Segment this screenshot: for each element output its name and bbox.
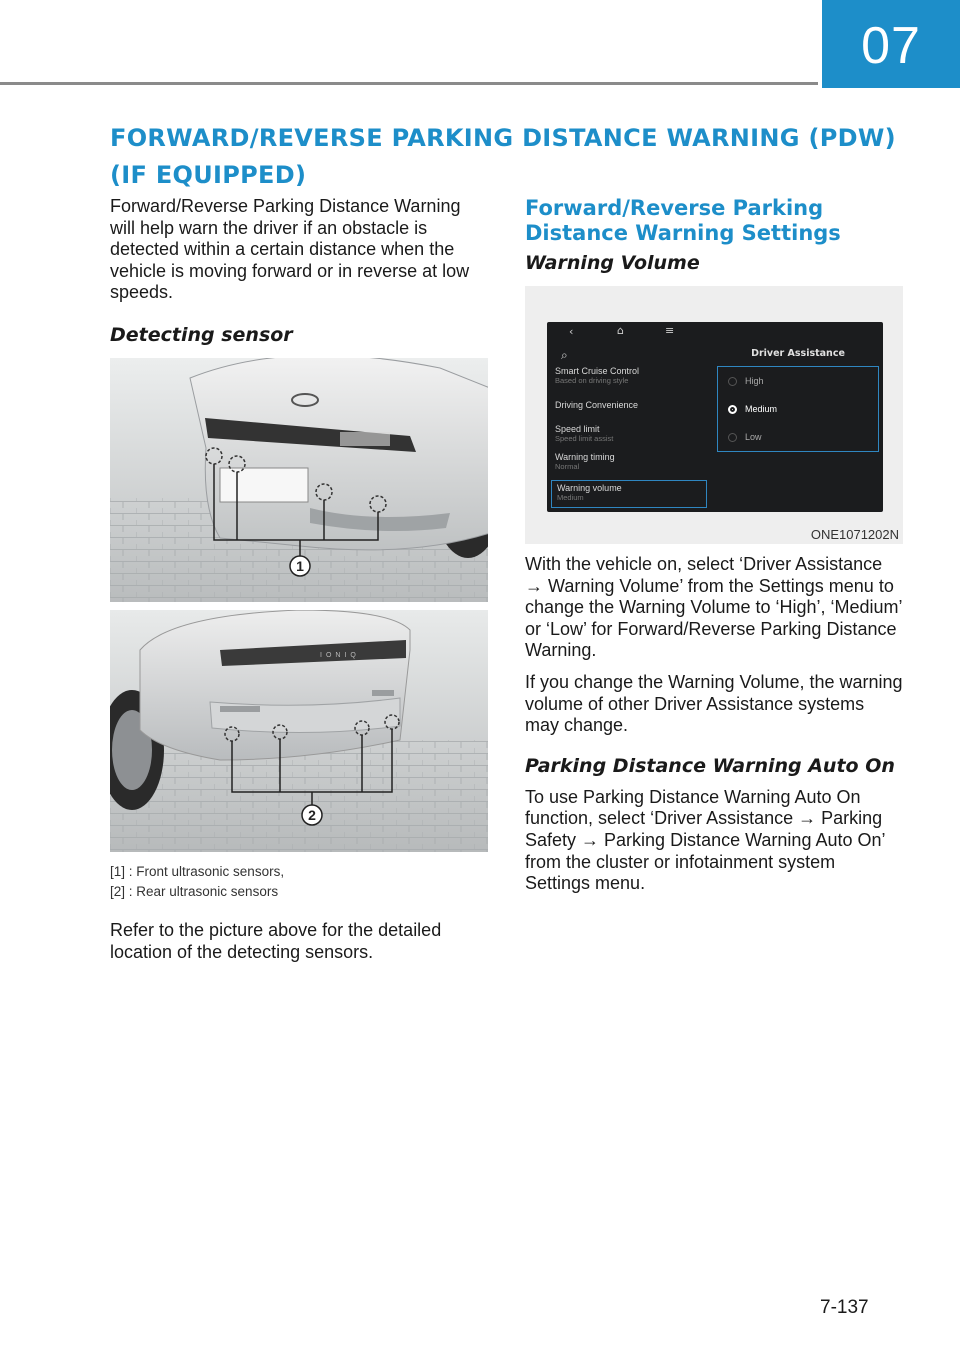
menu-item-smart-cruise[interactable]	[555, 366, 707, 400]
right-column	[525, 196, 903, 895]
menu-icon[interactable]: ≡	[665, 324, 675, 337]
option-low[interactable]	[718, 423, 878, 451]
auto-on-paragraph: To use Parking Distance Warning Auto On function, select ‘Driver Assistance → Parking Safety → Parking Distance Warning Auto On’ from the cluster or infotainment system Settings menu.	[525, 786, 885, 894]
radio-low[interactable]	[728, 433, 737, 442]
front-sensor-figure	[110, 358, 488, 602]
option-high[interactable]	[718, 367, 878, 395]
header-rule	[0, 82, 818, 85]
rear-car-illustration	[110, 610, 488, 852]
settings-screen-figure	[525, 286, 903, 544]
intro-paragraph: Forward/Reverse Parking Distance Warning will help warn the driver if an obstacle is detected within a certain distance when the vehicle is moving forward or in reverse at low speeds.	[110, 196, 470, 303]
section-title: FORWARD/REVERSE PARKING DISTANCE WARNING (PDW) (IF EQUIPPED)	[110, 124, 896, 189]
menu-item-sub: Medium	[557, 493, 584, 502]
radio-high[interactable]	[728, 377, 737, 386]
menu-item-label: Warning timing	[555, 452, 615, 462]
radio-medium-selected[interactable]	[728, 405, 737, 414]
option-medium[interactable]	[718, 395, 878, 423]
detecting-sensor-heading: Detecting sensor	[110, 324, 293, 346]
front-car-illustration	[110, 358, 488, 602]
volume-paragraph-1: With the vehicle on, select ‘Driver Assistance → Warning Volume’ from the Settings menu to change the Warning Volume to ‘High’, ‘Medium’ or ‘Low’ for Forward/Reverse Parking Distance Warning.	[525, 554, 902, 661]
ioniq-badge: IONIQ	[320, 652, 360, 659]
legend-front-sensors: [1] : Front ultrasonic sensors,	[110, 864, 285, 879]
menu-item-label: Speed limit	[555, 424, 600, 434]
menu-item-sub: Based on driving style	[555, 376, 629, 385]
rear-sensor-figure	[110, 610, 488, 852]
chapter-tab: 07	[822, 0, 960, 88]
menu-item-speed-limit[interactable]	[555, 424, 707, 452]
driver-assistance-title: Driver Assistance	[751, 348, 845, 359]
menu-item-sub: Normal	[555, 462, 580, 471]
option-label: Medium	[745, 404, 778, 414]
menu-item-label: Driving Convenience	[555, 400, 639, 410]
menu-item-warning-timing[interactable]	[555, 452, 707, 480]
warning-volume-heading: Warning Volume	[525, 252, 700, 274]
infotainment-screen	[547, 322, 883, 512]
back-icon[interactable]: ‹	[569, 325, 574, 338]
menu-item-label: Warning volume	[557, 483, 622, 493]
rear-callout-number: 2	[308, 807, 316, 823]
screen-menu	[555, 366, 707, 508]
page-number: 7-137	[820, 1297, 869, 1318]
screen-caption: ONE1071202N	[810, 527, 899, 542]
screen-top-bar	[547, 322, 883, 342]
volume-paragraph-2: If you change the Warning Volume, the warning volume of other Driver Assistance systems may change.	[525, 671, 903, 736]
volume-options	[717, 366, 879, 452]
menu-item-sub: Speed limit assist	[555, 434, 614, 443]
settings-heading: Forward/Reverse Parking Distance Warning Settings	[525, 196, 841, 245]
option-label: High	[745, 376, 764, 386]
auto-on-heading: Parking Distance Warning Auto On	[525, 754, 895, 777]
left-column	[110, 196, 488, 963]
option-label: Low	[745, 432, 762, 442]
menu-item-warning-volume[interactable]	[551, 480, 707, 508]
front-callout-number: 1	[296, 558, 304, 574]
search-icon[interactable]: ⌕	[561, 348, 568, 362]
home-icon[interactable]: ⌂	[617, 324, 624, 337]
refer-paragraph: Refer to the picture above for the detailed location of the detecting sensors.	[110, 920, 442, 962]
legend-rear-sensors: [2] : Rear ultrasonic sensors	[110, 884, 279, 899]
menu-item-driving-convenience[interactable]	[555, 400, 707, 424]
menu-item-label: Smart Cruise Control	[555, 366, 640, 376]
